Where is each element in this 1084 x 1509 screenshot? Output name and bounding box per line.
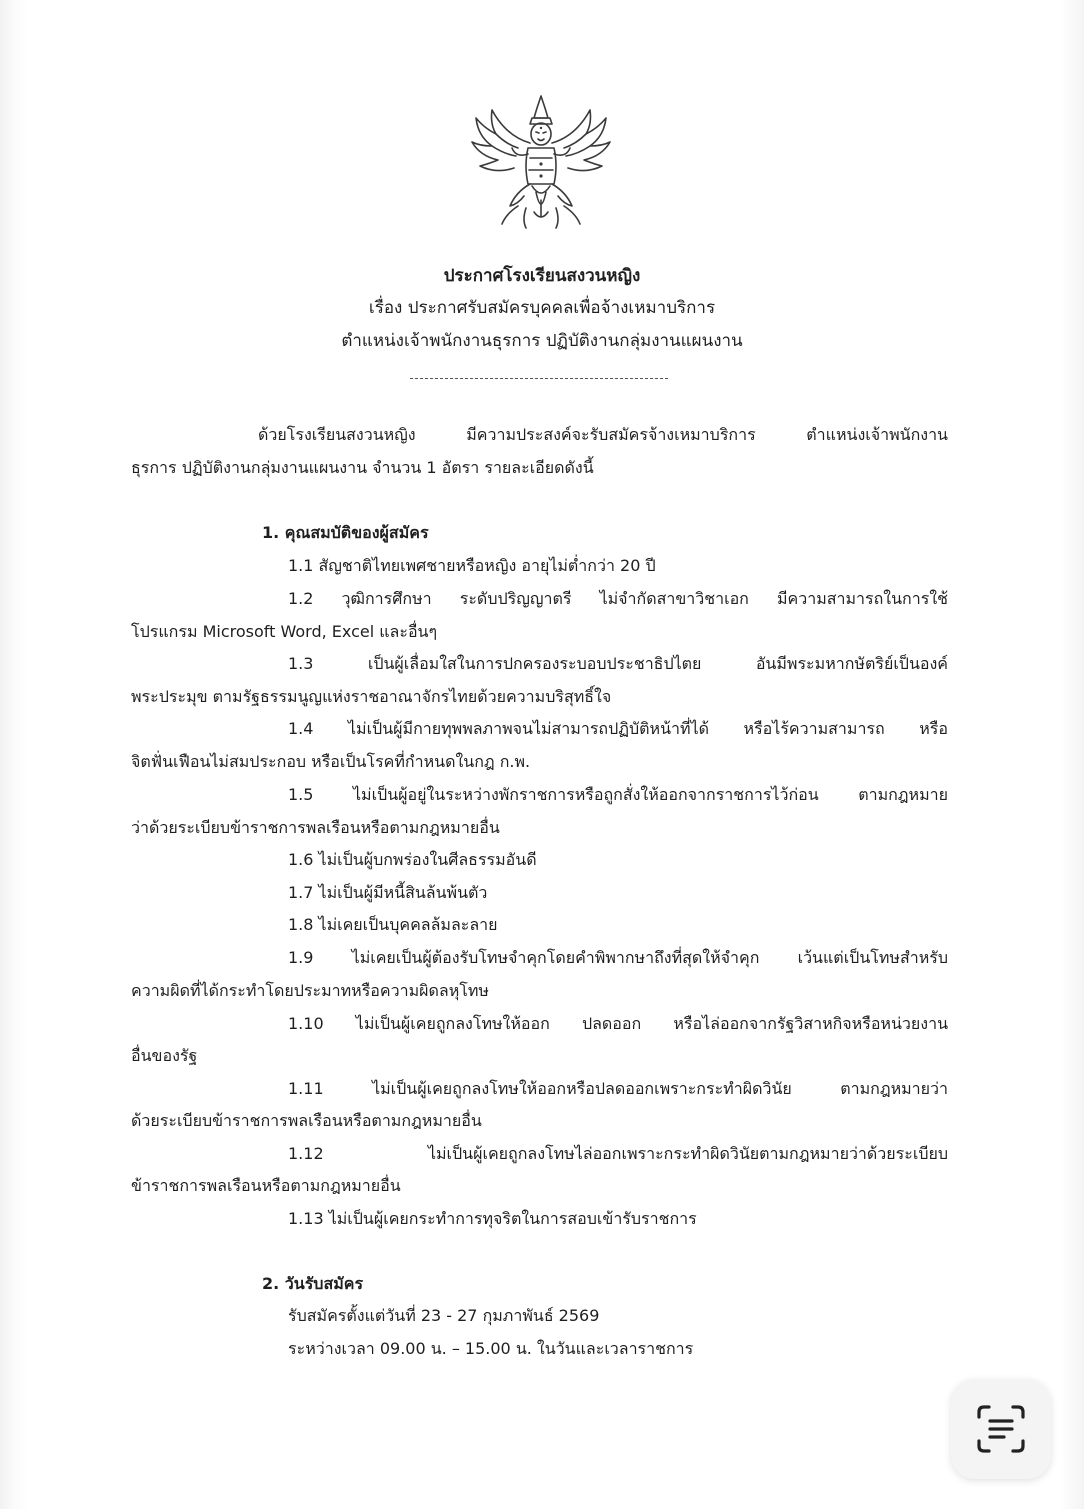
qualification-line: ข้าราชการพลเรือนหรือตามกฎหมายอื่น xyxy=(131,1176,401,1195)
dashed-divider xyxy=(410,378,668,379)
qualification-line: พระประมุข ตามรัฐธรรมนูญแห่งราชอาณาจักรไทยด้วยความบริสุทธิ์ใจ xyxy=(131,687,612,706)
announcement-subject: เรื่อง ประกาศรับสมัครบุคคลเพื่อจ้างเหมาบริการ xyxy=(368,298,716,318)
qualification-line: 1.9 ไม่เคยเป็นผู้ต้องรับโทษจำคุกโดยคำพิพากษาถึงที่สุดให้จำคุก เว้นแต่เป็นโทษสำหรับ xyxy=(288,948,948,967)
section-1-heading: 1. คุณสมบัติของผู้สมัคร xyxy=(262,523,429,542)
qualification-line: 1.11 ไม่เป็นผู้เคยถูกลงโทษให้ออกหรือปลดออกเพราะกระทำผิดวินัย ตามกฎหมายว่า xyxy=(288,1079,948,1098)
qualification-line: 1.3 เป็นผู้เลื่อมใสในการปกครองระบอบประชาธิปไตย อันมีพระมหากษัตริย์เป็นองค์ xyxy=(288,654,948,673)
announcement-title: ประกาศโรงเรียนสงวนหญิง xyxy=(443,266,641,286)
intro-line-1: ด้วยโรงเรียนสงวนหญิง มีความประสงค์จะรับสมัครจ้างเหมาบริการ ตำแหน่งเจ้าพนักงาน xyxy=(258,425,948,444)
qualification-line: 1.13 ไม่เป็นผู้เคยกระทำการทุจริตในการสอบเข้ารับราชการ xyxy=(288,1209,697,1228)
qualification-line: โปรแกรม Microsoft Word, Excel และอื่นๆ xyxy=(131,622,438,641)
qualification-line: ว่าด้วยระเบียบข้าราชการพลเรือนหรือตามกฎหมายอื่น xyxy=(131,818,500,837)
intro-line-2: ธุรการ ปฏิบัติงานกลุ่มงานแผนงาน จำนวน 1 อัตรา รายละเอียดดังนี้ xyxy=(131,458,594,477)
qualification-line: 1.12 ไม่เป็นผู้เคยถูกลงโทษไล่ออกเพราะกระทำผิดวินัยตามกฎหมายว่าด้วยระเบียบ xyxy=(288,1144,948,1163)
garuda-emblem xyxy=(466,88,616,238)
qualification-line: 1.8 ไม่เคยเป็นบุคคลล้มละลาย xyxy=(288,915,498,934)
application-dates: รับสมัครตั้งแต่วันที่ 23 - 27 กุมภาพันธ์ 2569 xyxy=(288,1306,600,1325)
text-scan-button[interactable] xyxy=(951,1379,1051,1479)
qualification-line: อื่นของรัฐ xyxy=(131,1046,198,1065)
qualification-line: 1.2 วุฒิการศึกษา ระดับปริญญาตรี ไม่จำกัดสาขาวิชาเอก มีความสามารถในการใช้ xyxy=(288,589,948,608)
section-2-heading: 2. วันรับสมัคร xyxy=(262,1274,364,1293)
qualification-line: 1.4 ไม่เป็นผู้มีกายทุพพลภาพจนไม่สามารถปฏิบัติหน้าที่ได้ หรือไร้ความสามารถ หรือ xyxy=(288,719,948,738)
qualification-line: จิตฟั่นเฟือนไม่สมประกอบ หรือเป็นโรคที่กำหนดในกฎ ก.พ. xyxy=(131,752,531,771)
qualification-line: ด้วยระเบียบข้าราชการพลเรือนหรือตามกฎหมายอื่น xyxy=(131,1111,482,1130)
qualification-line: 1.5 ไม่เป็นผู้อยู่ในระหว่างพักราชการหรือถูกสั่งให้ออกจากราชการไว้ก่อน ตามกฎหมาย xyxy=(288,785,948,804)
application-hours: ระหว่างเวลา 09.00 น. – 15.00 น. ในวันและเวลาราชการ xyxy=(288,1339,694,1358)
qualification-line: 1.6 ไม่เป็นผู้บกพร่องในศีลธรรมอันดี xyxy=(288,850,537,869)
qualification-line: 1.1 สัญชาติไทยเพศชายหรือหญิง อายุไม่ต่ำกว่า 20 ปี xyxy=(288,556,656,575)
qualification-line: ความผิดที่ได้กระทำโดยประมาทหรือความผิดลหุโทษ xyxy=(131,981,489,1000)
qualification-line: 1.7 ไม่เป็นผู้มีหนี้สินล้นพ้นตัว xyxy=(288,883,488,902)
qualification-line: 1.10 ไม่เป็นผู้เคยถูกลงโทษให้ออก ปลดออก หรือไล่ออกจากรัฐวิสาหกิจหรือหน่วยงาน xyxy=(288,1014,948,1033)
text-scan-icon xyxy=(973,1401,1029,1457)
announcement-position: ตำแหน่งเจ้าพนักงานธุรการ ปฏิบัติงานกลุ่มงานแผนงาน xyxy=(341,331,743,351)
